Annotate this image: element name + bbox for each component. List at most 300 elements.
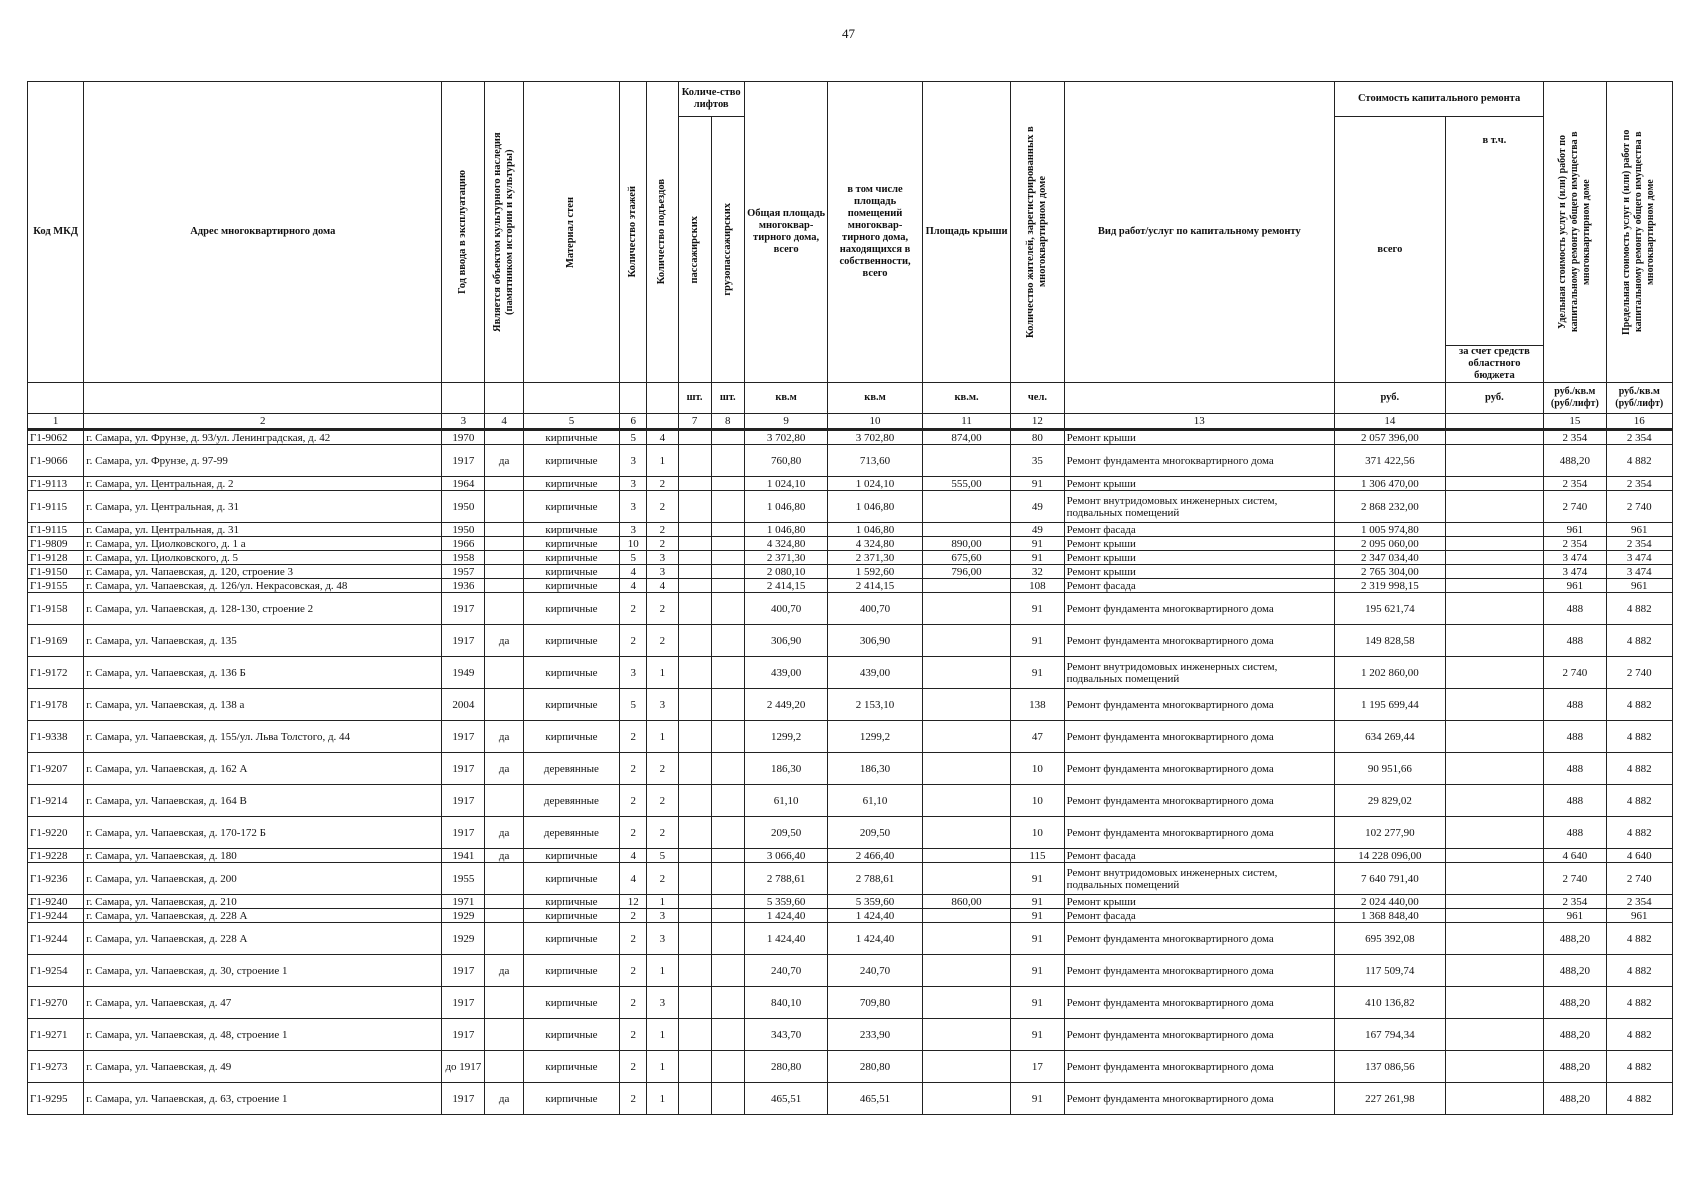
cell-cost: 149 828,58 [1335,625,1446,657]
cell-cost: 2 868 232,00 [1335,491,1446,523]
cell-work: Ремонт крыши [1064,551,1334,565]
table-row [28,1019,1673,1051]
cell-roof [922,817,1010,849]
cell-entrances: 4 [647,430,678,445]
cell-total: 400,70 [744,593,827,625]
cell-unit: 961 [1544,579,1606,593]
cell-max: 3 474 [1606,551,1673,565]
cell-max: 2 354 [1606,895,1673,909]
cell-roof [922,593,1010,625]
cell-cost: 2 319 998,15 [1335,579,1446,593]
cell-work: Ремонт фундамента многоквартирного дома [1064,1019,1334,1051]
cell-max: 2 354 [1606,430,1673,445]
cell-cost: 167 794,34 [1335,1019,1446,1051]
cell-work: Ремонт внутридомовых инженерных систем, подвальных помещений [1064,863,1334,895]
cell-heritage [485,895,523,909]
cell-total: 280,80 [744,1051,827,1083]
cell-roof [922,1019,1010,1051]
cell-work: Ремонт фундамента многоквартирного дома [1064,1083,1334,1115]
table-row [28,477,1673,491]
cell-code: Г1-9214 [28,785,84,817]
cell-address: г. Самара, ул. Чапаевская, д. 120, строение 3 [84,565,442,579]
cell-cost: 2 024 440,00 [1335,895,1446,909]
cell-wall: кирпичные [523,1083,620,1115]
cell-owned: 2 371,30 [828,551,923,565]
cell-address: г. Самара, ул. Чапаевская, д. 210 [84,895,442,909]
cell-total: 343,70 [744,1019,827,1051]
cell-entrances: 3 [647,689,678,721]
cell-floors: 4 [620,863,647,895]
cell-lc [711,987,744,1019]
cell-code: Г1-9066 [28,445,84,477]
cell-lp [678,863,711,895]
cell-wall: кирпичные [523,551,620,565]
cell-wall: кирпичные [523,863,620,895]
cell-address: г. Самара, ул. Центральная, д. 31 [84,523,442,537]
cell-entrances: 3 [647,909,678,923]
cell-address: г. Самара, ул. Фрунзе, д. 93/ул. Ленинградская, д. 42 [84,430,442,445]
cell-entrances: 1 [647,955,678,987]
cell-max: 3 474 [1606,565,1673,579]
cell-residents: 91 [1011,1019,1064,1051]
cell-owned: 2 414,15 [828,579,923,593]
cell-floors: 4 [620,565,647,579]
cell-residents: 91 [1011,909,1064,923]
cell-floors: 2 [620,817,647,849]
cell-max: 2 354 [1606,477,1673,491]
cell-residents: 91 [1011,955,1064,987]
table-row [28,523,1673,537]
cell-owned: 3 702,80 [828,430,923,445]
cell-unit: 488,20 [1544,1019,1606,1051]
cell-work: Ремонт крыши [1064,565,1334,579]
cell-floors: 2 [620,955,647,987]
cell-entrances: 1 [647,1019,678,1051]
cell-cost: 2 057 396,00 [1335,430,1446,445]
table-row [28,923,1673,955]
cell-owned: 439,00 [828,657,923,689]
cell-region [1445,817,1544,849]
cell-year: 1917 [442,445,485,477]
column-number: 6 [620,414,647,430]
cell-entrances: 1 [647,657,678,689]
cell-unit: 488,20 [1544,955,1606,987]
unit-cost-total: руб. [1335,383,1446,414]
cell-cost: 7 640 791,40 [1335,863,1446,895]
cell-entrances: 2 [647,753,678,785]
cell-entrances: 1 [647,445,678,477]
cell-roof [922,785,1010,817]
column-number: 10 [828,414,923,430]
cell-heritage: да [485,721,523,753]
cell-lc [711,430,744,445]
cell-region [1445,849,1544,863]
cell-unit: 488 [1544,625,1606,657]
cell-max: 961 [1606,909,1673,923]
cell-heritage: да [485,445,523,477]
cell-max: 961 [1606,579,1673,593]
cell-entrances: 2 [647,625,678,657]
cell-entrances: 3 [647,923,678,955]
cell-work: Ремонт фасада [1064,849,1334,863]
cell-owned: 5 359,60 [828,895,923,909]
cell-owned: 306,90 [828,625,923,657]
cell-residents: 108 [1011,579,1064,593]
cell-total: 3 066,40 [744,849,827,863]
cell-work: Ремонт фундамента многоквартирного дома [1064,1051,1334,1083]
unit-lifts-pass: шт. [678,383,711,414]
cell-code: Г1-9062 [28,430,84,445]
cell-total: 840,10 [744,987,827,1019]
cell-total: 2 788,61 [744,863,827,895]
cell-total: 1 024,10 [744,477,827,491]
cell-wall: кирпичные [523,1019,620,1051]
cell-unit: 2 354 [1544,430,1606,445]
cell-lp [678,657,711,689]
cell-cost: 90 951,66 [1335,753,1446,785]
cell-region [1445,909,1544,923]
cell-unit: 2 740 [1544,491,1606,523]
table-row [28,863,1673,895]
cell-residents: 49 [1011,491,1064,523]
cell-max: 2 740 [1606,491,1673,523]
cell-region [1445,491,1544,523]
table-row [28,537,1673,551]
cell-residents: 91 [1011,923,1064,955]
cell-owned: 233,90 [828,1019,923,1051]
cell-total: 439,00 [744,657,827,689]
cell-floors: 4 [620,579,647,593]
cell-heritage: да [485,753,523,785]
cell-address: г. Самара, ул. Чапаевская, д. 155/ул. Льва Толстого, д. 44 [84,721,442,753]
cell-code: Г1-9178 [28,689,84,721]
cell-cost: 227 261,98 [1335,1083,1446,1115]
cell-year: 1950 [442,491,485,523]
unit-heritage [485,383,523,414]
cell-floors: 2 [620,987,647,1019]
header-residents: Количество жителей, зарегистрированных в многоквартирном доме [1011,82,1064,383]
cell-region [1445,863,1544,895]
cell-code: Г1-9113 [28,477,84,491]
cell-unit: 488 [1544,689,1606,721]
cell-roof [922,1051,1010,1083]
cell-heritage [485,909,523,923]
cell-address: г. Самара, ул. Чапаевская, д. 228 А [84,909,442,923]
cell-wall: кирпичные [523,579,620,593]
unit-wall [523,383,620,414]
cell-heritage [485,923,523,955]
table-row [28,625,1673,657]
cell-roof [922,955,1010,987]
cell-wall: кирпичные [523,689,620,721]
header-lifts-cargo: грузопассажирских [711,117,744,383]
header-heritage: Является объектом культурного наследия (памятником истории и культуры) [485,82,523,383]
cell-lc [711,689,744,721]
cell-residents: 91 [1011,1083,1064,1115]
cell-cost: 2 765 304,00 [1335,565,1446,579]
cell-code: Г1-9228 [28,849,84,863]
unit-year [442,383,485,414]
table-row [28,445,1673,477]
table-row [28,817,1673,849]
unit-code [28,383,84,414]
cell-residents: 35 [1011,445,1064,477]
cell-roof [922,909,1010,923]
cell-unit: 488 [1544,817,1606,849]
cell-lc [711,593,744,625]
unit-total-area: кв.м [744,383,827,414]
unit-owned-area: кв.м [828,383,923,414]
cell-total: 306,90 [744,625,827,657]
cell-region [1445,593,1544,625]
cell-residents: 91 [1011,895,1064,909]
cell-floors: 2 [620,923,647,955]
cell-lp [678,523,711,537]
cell-year: 1950 [442,523,485,537]
cell-unit: 488 [1544,593,1606,625]
cell-owned: 186,30 [828,753,923,785]
cell-entrances: 4 [647,579,678,593]
cell-region [1445,955,1544,987]
cell-year: 1917 [442,721,485,753]
cell-unit: 488,20 [1544,1083,1606,1115]
cell-floors: 3 [620,657,647,689]
cell-roof [922,491,1010,523]
table-row [28,657,1673,689]
cell-year: 1929 [442,923,485,955]
cell-floors: 2 [620,909,647,923]
cell-work: Ремонт фундамента многоквартирного дома [1064,445,1334,477]
cell-wall: кирпичные [523,721,620,753]
cell-lc [711,753,744,785]
cell-address: г. Самара, ул. Чапаевская, д. 128-130, строение 2 [84,593,442,625]
cell-year: 1917 [442,987,485,1019]
cell-code: Г1-9244 [28,923,84,955]
cell-code: Г1-9271 [28,1019,84,1051]
table-row [28,721,1673,753]
cell-year: 1970 [442,430,485,445]
cell-region [1445,923,1544,955]
cell-residents: 115 [1011,849,1064,863]
cell-region [1445,657,1544,689]
cell-wall: деревянные [523,817,620,849]
cell-lc [711,579,744,593]
cell-max: 4 882 [1606,753,1673,785]
cell-wall: кирпичные [523,491,620,523]
cell-lp [678,721,711,753]
cell-address: г. Самара, ул. Чапаевская, д. 164 В [84,785,442,817]
column-number: 1 [28,414,84,430]
header-owned-area: в том числе площадь помещений многоквар-тирного дома, находящихся в собственности, всего [828,82,923,383]
cell-unit: 3 474 [1544,565,1606,579]
cell-year: 1917 [442,1083,485,1115]
cell-code: Г1-9150 [28,565,84,579]
cell-residents: 91 [1011,863,1064,895]
cell-address: г. Самара, ул. Чапаевская, д. 228 А [84,923,442,955]
cell-region [1445,523,1544,537]
cell-floors: 2 [620,721,647,753]
cell-region [1445,445,1544,477]
cell-owned: 1 046,80 [828,523,923,537]
cell-lc [711,491,744,523]
cell-year: 1929 [442,909,485,923]
cell-unit: 488,20 [1544,923,1606,955]
cell-address: г. Самара, ул. Чапаевская, д. 162 А [84,753,442,785]
cell-max: 2 354 [1606,537,1673,551]
cell-year: до 1917 [442,1051,485,1083]
cell-lc [711,923,744,955]
cell-region [1445,721,1544,753]
cell-roof [922,523,1010,537]
column-number [1445,414,1544,430]
cell-floors: 2 [620,1019,647,1051]
cell-total: 3 702,80 [744,430,827,445]
cell-residents: 91 [1011,551,1064,565]
cell-total: 186,30 [744,753,827,785]
cell-floors: 5 [620,689,647,721]
cell-owned: 280,80 [828,1051,923,1083]
cell-cost: 195 621,74 [1335,593,1446,625]
cell-lc [711,863,744,895]
cell-lc [711,523,744,537]
cell-address: г. Самара, ул. Чапаевская, д. 126/ул. Некрасовская, д. 48 [84,579,442,593]
cell-owned: 400,70 [828,593,923,625]
cell-cost: 410 136,82 [1335,987,1446,1019]
cell-work: Ремонт фундамента многоквартирного дома [1064,955,1334,987]
cell-code: Г1-9207 [28,753,84,785]
page-number: 47 [842,26,855,41]
cell-max: 2 740 [1606,657,1673,689]
cell-roof: 675,60 [922,551,1010,565]
cell-residents: 47 [1011,721,1064,753]
cell-lp [678,923,711,955]
cell-max: 4 882 [1606,689,1673,721]
cell-year: 1958 [442,551,485,565]
unit-cost-region: руб. [1445,383,1544,414]
cell-year: 1917 [442,625,485,657]
unit-roof-area: кв.м. [922,383,1010,414]
cell-lp [678,955,711,987]
cell-floors: 2 [620,753,647,785]
cell-owned: 2 788,61 [828,863,923,895]
column-number: 13 [1064,414,1334,430]
cell-address: г. Самара, ул. Чапаевская, д. 200 [84,863,442,895]
cell-code: Г1-9236 [28,863,84,895]
cell-region [1445,785,1544,817]
cell-total: 465,51 [744,1083,827,1115]
cell-work: Ремонт фундамента многоквартирного дома [1064,923,1334,955]
cell-max: 4 640 [1606,849,1673,863]
cell-region [1445,579,1544,593]
cell-lp [678,987,711,1019]
cell-residents: 32 [1011,565,1064,579]
unit-entrances [647,383,678,414]
cell-owned: 1 424,40 [828,923,923,955]
cell-owned: 240,70 [828,955,923,987]
cell-address: г. Самара, ул. Чапаевская, д. 180 [84,849,442,863]
cell-work: Ремонт фасада [1064,579,1334,593]
header-unit-cost: Удельная стоимость услуг и (или) работ по капитальному ремонту общего имущества в многоквартирном доме [1544,82,1606,383]
unit-max-cost: руб./кв.м (руб/лифт) [1606,383,1673,414]
cell-unit: 488 [1544,721,1606,753]
cell-wall: кирпичные [523,477,620,491]
table-row [28,987,1673,1019]
cell-address: г. Самара, ул. Чапаевская, д. 49 [84,1051,442,1083]
cell-year: 1957 [442,565,485,579]
cell-wall: кирпичные [523,537,620,551]
cell-code: Г1-9220 [28,817,84,849]
cell-lc [711,477,744,491]
cell-year: 1917 [442,785,485,817]
cell-work: Ремонт фасада [1064,909,1334,923]
cell-lp [678,625,711,657]
cell-owned: 1 424,40 [828,909,923,923]
cell-max: 4 882 [1606,593,1673,625]
cell-floors: 10 [620,537,647,551]
cell-unit: 2 354 [1544,895,1606,909]
cell-heritage [485,785,523,817]
cell-residents: 10 [1011,753,1064,785]
cell-heritage: да [485,817,523,849]
cell-region [1445,565,1544,579]
cell-code: Г1-9155 [28,579,84,593]
cell-heritage: да [485,1083,523,1115]
column-number-row [28,414,1673,430]
cell-address: г. Самара, ул. Циолковского, д. 1 а [84,537,442,551]
cell-lp [678,477,711,491]
cell-heritage [485,689,523,721]
cell-unit: 488,20 [1544,445,1606,477]
cell-max: 4 882 [1606,955,1673,987]
cell-roof: 890,00 [922,537,1010,551]
cell-region [1445,987,1544,1019]
cell-heritage: да [485,625,523,657]
cell-floors: 2 [620,593,647,625]
header-address: Адрес многоквартирного дома [84,82,442,383]
cell-entrances: 1 [647,721,678,753]
cell-heritage [485,523,523,537]
cell-lp [678,491,711,523]
cell-roof [922,753,1010,785]
cell-lc [711,551,744,565]
cell-lp [678,430,711,445]
table-row [28,785,1673,817]
cell-work: Ремонт фундамента многоквартирного дома [1064,753,1334,785]
cell-roof [922,849,1010,863]
table-row [28,895,1673,909]
cell-max: 961 [1606,523,1673,537]
cell-cost: 1 202 860,00 [1335,657,1446,689]
header-lifts-pass: пассажирских [678,117,711,383]
unit-address [84,383,442,414]
cell-total: 240,70 [744,955,827,987]
cell-cost: 117 509,74 [1335,955,1446,987]
cell-work: Ремонт фундамента многоквартирного дома [1064,817,1334,849]
column-number: 15 [1544,414,1606,430]
cell-entrances: 2 [647,523,678,537]
cell-address: г. Самара, ул. Центральная, д. 31 [84,491,442,523]
table-row [28,1083,1673,1115]
cell-work: Ремонт фундамента многоквартирного дома [1064,721,1334,753]
cell-lp [678,593,711,625]
cell-residents: 91 [1011,657,1064,689]
cell-residents: 10 [1011,817,1064,849]
cell-entrances: 2 [647,491,678,523]
table-row [28,753,1673,785]
cell-region [1445,753,1544,785]
cell-code: Г1-9338 [28,721,84,753]
cell-lp [678,537,711,551]
